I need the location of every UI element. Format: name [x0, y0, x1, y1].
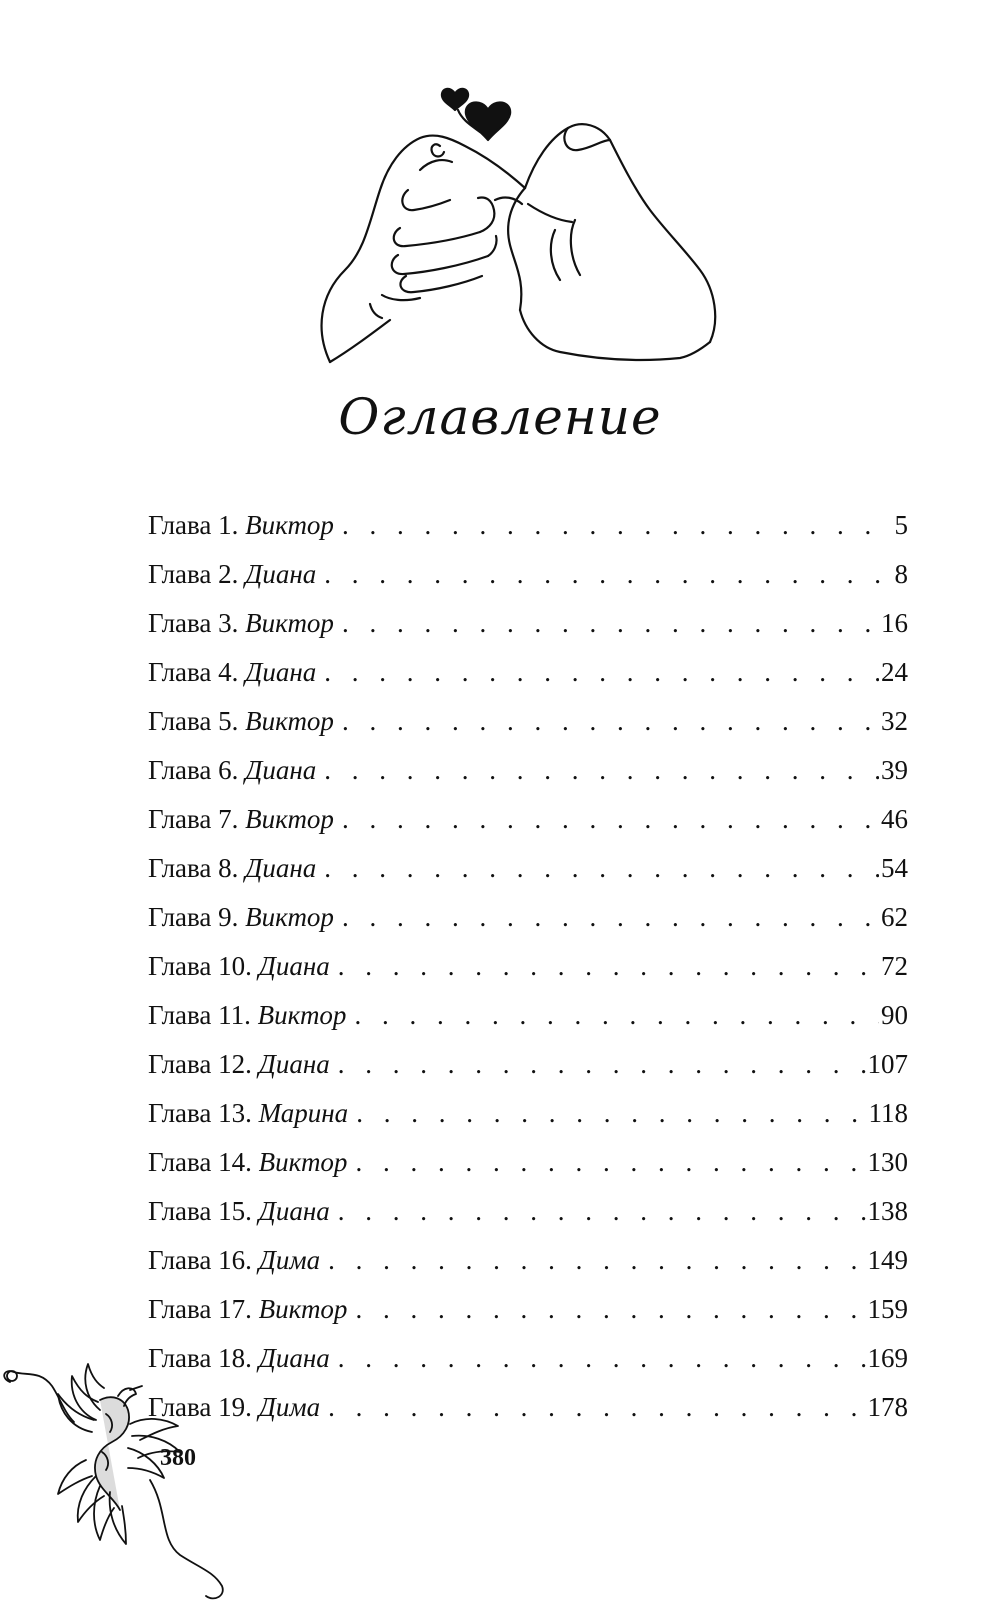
toc-entry[interactable]: [148, 802, 908, 851]
toc-chapter-name: Диана: [258, 1049, 330, 1079]
toc-chapter-number: Глава 17.: [148, 1294, 252, 1324]
toc-chapter-name: Диана: [245, 853, 317, 883]
toc-chapter-name: Диана: [245, 755, 317, 785]
phoenix-icon: [0, 1340, 230, 1610]
toc-chapter-number: Глава 2.: [148, 559, 239, 589]
dot-leader: [324, 557, 886, 591]
toc-chapter-number: Глава 9.: [148, 902, 239, 932]
toc-chapter-name: Диана: [245, 657, 317, 687]
toc-chapter-number: Глава 19.: [148, 1392, 252, 1422]
dot-leader: [342, 802, 879, 836]
toc-entry[interactable]: [148, 1145, 908, 1194]
toc-page-number: 39: [881, 755, 908, 785]
toc-page-number: 54: [881, 853, 908, 883]
toc-entry[interactable]: [148, 606, 908, 655]
dot-leader: [342, 704, 879, 738]
dot-leader: [342, 508, 886, 542]
toc-chapter-number: Глава 7.: [148, 804, 239, 834]
toc-chapter-number: Глава 16.: [148, 1245, 252, 1275]
toc-page-number: 138: [867, 1196, 908, 1226]
hands-heart-icon: [310, 80, 730, 380]
toc-page-number: 149: [867, 1245, 908, 1275]
dot-leader: [324, 753, 879, 787]
toc-entry[interactable]: [148, 1243, 908, 1292]
toc-entry[interactable]: [148, 851, 908, 900]
toc-chapter-name: Виктор: [258, 1294, 348, 1324]
toc-chapter-name: Виктор: [245, 902, 334, 932]
toc-chapter-name: Дима: [258, 1392, 321, 1422]
toc-entry[interactable]: [148, 1292, 908, 1341]
toc-page-number: 118: [868, 1098, 908, 1128]
dot-leader: [356, 1096, 866, 1130]
toc-chapter-name: Диана: [258, 1196, 330, 1226]
toc-page-number: 90: [881, 1000, 908, 1030]
toc-page-number: 169: [867, 1343, 908, 1373]
toc-page-number: 178: [867, 1392, 908, 1422]
toc-chapter-name: Дима: [258, 1245, 321, 1275]
toc-chapter-name: Диана: [245, 559, 317, 589]
toc-page-number: 32: [881, 706, 908, 736]
toc-entry[interactable]: [148, 704, 908, 753]
toc-chapter-number: Глава 1.: [148, 510, 239, 540]
page-number: 380: [160, 1445, 196, 1471]
toc-page-number: 46: [881, 804, 908, 834]
dot-leader: [338, 1341, 866, 1375]
toc-entry[interactable]: [148, 949, 908, 998]
toc-page-number: 8: [894, 559, 908, 589]
toc-entry[interactable]: [148, 1390, 908, 1439]
dot-leader: [355, 1292, 865, 1326]
dot-leader: [354, 998, 879, 1032]
toc-chapter-number: Глава 3.: [148, 608, 239, 638]
toc-entry[interactable]: [148, 1096, 908, 1145]
toc-page-number: 5: [894, 510, 908, 540]
toc-page-number: 159: [867, 1294, 908, 1324]
toc-entry[interactable]: [148, 557, 908, 606]
toc-chapter-number: Глава 6.: [148, 755, 239, 785]
dot-leader: [328, 1390, 865, 1424]
table-of-contents: [148, 508, 908, 1439]
toc-entry[interactable]: [148, 998, 908, 1047]
toc-entry[interactable]: [148, 655, 908, 704]
toc-chapter-name: Диана: [258, 951, 330, 981]
dot-leader: [324, 655, 879, 689]
toc-chapter-number: Глава 13.: [148, 1098, 252, 1128]
page-title: Оглавление: [338, 388, 662, 446]
toc-page-number: 130: [867, 1147, 908, 1177]
toc-chapter-number: Глава 14.: [148, 1147, 252, 1177]
toc-chapter-name: Марина: [258, 1098, 349, 1128]
dot-leader: [324, 851, 879, 885]
toc-chapter-number: Глава 11.: [148, 1000, 251, 1030]
toc-chapter-name: Диана: [258, 1343, 330, 1373]
dot-leader: [342, 900, 879, 934]
toc-chapter-number: Глава 18.: [148, 1343, 252, 1373]
toc-entry[interactable]: [148, 1047, 908, 1096]
toc-chapter-name: Виктор: [245, 510, 334, 540]
toc-page-number: 24: [881, 657, 908, 687]
dot-leader: [342, 606, 879, 640]
toc-page-number: 72: [881, 951, 908, 981]
toc-chapter-number: Глава 10.: [148, 951, 252, 981]
toc-chapter-name: Виктор: [258, 1147, 348, 1177]
toc-page-number: 107: [867, 1049, 908, 1079]
dot-leader: [338, 1194, 866, 1228]
toc-chapter-name: Виктор: [245, 706, 334, 736]
dot-leader: [328, 1243, 865, 1277]
dot-leader: [338, 949, 879, 983]
toc-chapter-number: Глава 4.: [148, 657, 239, 687]
dot-leader: [355, 1145, 865, 1179]
toc-chapter-number: Глава 12.: [148, 1049, 252, 1079]
toc-chapter-name: Виктор: [245, 608, 334, 638]
toc-page-number: 62: [881, 902, 908, 932]
toc-entry[interactable]: [148, 753, 908, 802]
dot-leader: [338, 1047, 866, 1081]
toc-chapter-number: Глава 15.: [148, 1196, 252, 1226]
toc-entry[interactable]: [148, 508, 908, 557]
toc-chapter-name: Виктор: [245, 804, 334, 834]
toc-entry[interactable]: [148, 900, 908, 949]
toc-entry[interactable]: [148, 1194, 908, 1243]
toc-chapter-number: Глава 5.: [148, 706, 239, 736]
toc-entry[interactable]: [148, 1341, 908, 1390]
toc-chapter-name: Виктор: [257, 1000, 347, 1030]
toc-page-number: 16: [881, 608, 908, 638]
toc-chapter-number: Глава 8.: [148, 853, 239, 883]
